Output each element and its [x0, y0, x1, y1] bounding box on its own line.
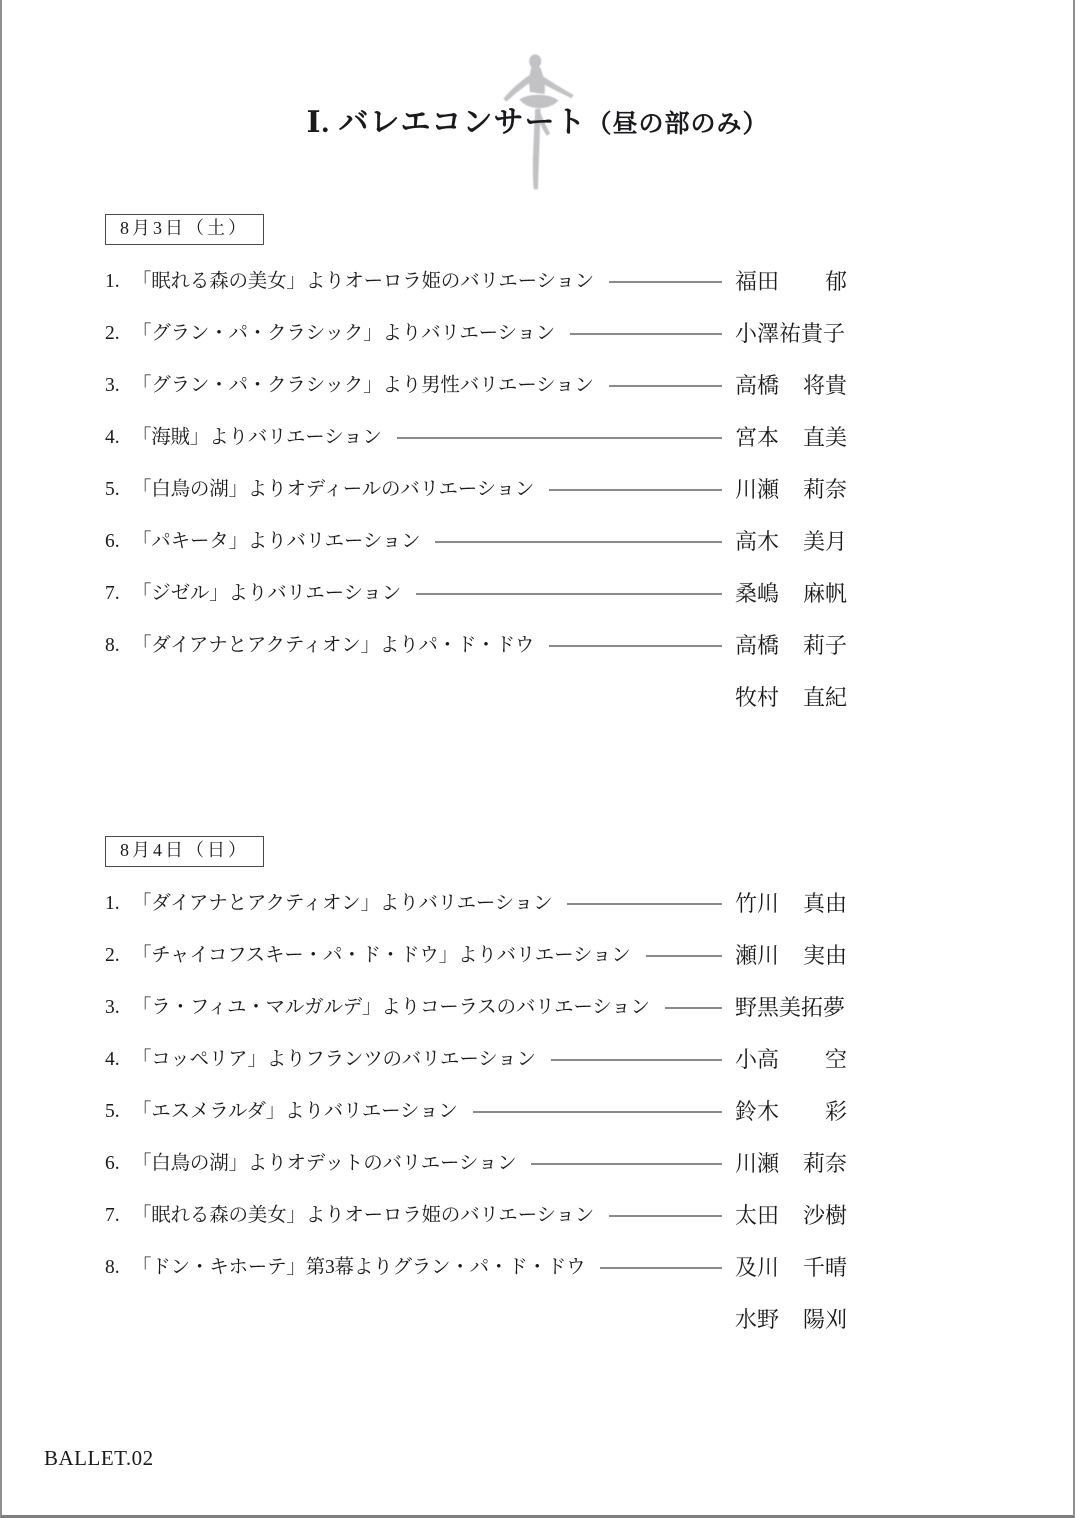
program-item-row — [105, 1047, 847, 1099]
program-item-row — [105, 581, 847, 633]
performer-name — [735, 685, 847, 710]
item-piece-title: 「眠れる森の美女」よりオーロラ姫のバリエーション — [132, 1205, 595, 1226]
leader-line — [551, 1059, 722, 1061]
item-piece-title: 「コッペリア」よりフランツのバリエーション — [132, 1049, 536, 1070]
performer-family-name: 瀬川 — [735, 943, 780, 968]
item-piece-title: 「エスメラルダ」よりバリエーション — [132, 1101, 458, 1122]
performer-given-name: 実由 — [802, 943, 847, 968]
performer-given-name: 空 — [824, 1047, 847, 1072]
performer-family-name: 川瀬 — [735, 1151, 780, 1176]
program-item-row — [105, 425, 847, 477]
performer-name — [735, 633, 847, 658]
performer-name — [735, 321, 847, 346]
performer-name — [735, 995, 847, 1020]
program-item-row — [105, 269, 847, 321]
program-item-row — [105, 995, 847, 1047]
performer-name — [735, 477, 847, 502]
item-number: 1. — [105, 271, 120, 292]
item-piece-title: 「白鳥の湖」よりオデットのバリエーション — [132, 1153, 517, 1174]
performer-given-name: 沙樹 — [802, 1203, 847, 1228]
leader-line — [646, 955, 723, 957]
page-title — [2, 97, 1073, 141]
program-item-row — [105, 321, 847, 373]
item-number: 2. — [105, 945, 120, 966]
performer-family-name: 高木 — [735, 529, 780, 554]
performer-given-name: 直紀 — [802, 685, 847, 710]
extra-performer-row — [105, 685, 847, 737]
item-piece-title: 「ダイアナとアクティオン」よりバリエーション — [132, 893, 553, 914]
program-item-row — [105, 1099, 847, 1151]
section-date-box: 8月4日（日） — [105, 836, 264, 867]
page-title-paren: （昼の部のみ） — [586, 111, 769, 138]
extra-performer-row — [105, 1307, 847, 1359]
leader-line-hidden — [147, 1319, 722, 1321]
item-piece-title: 「ドン・キホーテ」第3幕よりグラン・パ・ド・ドウ — [132, 1257, 586, 1278]
leader-line — [600, 1267, 722, 1269]
item-number: 7. — [105, 1205, 120, 1226]
leader-line — [416, 593, 722, 595]
page-footer: BALLET.02 — [44, 1446, 154, 1470]
performer-family-name: 水野 — [735, 1307, 780, 1332]
performer-given-name: 美月 — [802, 529, 847, 554]
performer-given-name: 直美 — [802, 425, 847, 450]
item-number: 8. — [105, 1257, 120, 1278]
program-section — [105, 214, 847, 737]
leader-line — [609, 385, 722, 387]
leader-line — [397, 437, 722, 439]
leader-line — [570, 333, 722, 335]
page-title-main: Ⅰ. バレエコンサート — [306, 106, 587, 139]
item-number: 4. — [105, 1049, 120, 1070]
performer-family-name: 高橋 — [735, 633, 780, 658]
performer-family-name: 小澤祐貴子 — [735, 321, 846, 346]
performer-given-name: 莉奈 — [802, 477, 847, 502]
program-section — [105, 836, 847, 1359]
performer-name — [735, 373, 847, 398]
leader-line — [609, 281, 722, 283]
performer-family-name: 宮本 — [735, 425, 780, 450]
sections — [105, 214, 847, 1359]
program-item-row — [105, 943, 847, 995]
performer-name — [735, 581, 847, 606]
performer-family-name: 桑嶋 — [735, 581, 780, 606]
item-piece-title: 「眠れる森の美女」よりオーロラ姫のバリエーション — [132, 271, 595, 292]
performer-family-name: 川瀬 — [735, 477, 780, 502]
performer-family-name: 高橋 — [735, 373, 780, 398]
leader-line — [665, 1007, 722, 1009]
performer-name — [735, 1203, 847, 1228]
performer-given-name: 彩 — [824, 1099, 847, 1124]
performer-name — [735, 891, 847, 916]
item-number: 3. — [105, 375, 120, 396]
leader-line — [567, 903, 722, 905]
item-number: 2. — [105, 323, 120, 344]
performer-given-name: 莉奈 — [802, 1151, 847, 1176]
item-piece-title: 「グラン・パ・クラシック」より男性バリエーション — [132, 375, 594, 396]
item-piece-title: 「ジゼル」よりバリエーション — [132, 583, 402, 604]
leader-line-hidden — [147, 697, 722, 699]
item-number: 6. — [105, 531, 120, 552]
performer-name — [735, 425, 847, 450]
item-number: 5. — [105, 479, 120, 500]
performer-name — [735, 1255, 847, 1280]
performer-given-name: 真由 — [802, 891, 847, 916]
program-item-row — [105, 891, 847, 943]
performer-family-name: 野黒美拓夢 — [735, 995, 846, 1020]
performer-given-name: 郁 — [824, 269, 847, 294]
program-item-row — [105, 1203, 847, 1255]
leader-line — [609, 1215, 722, 1217]
program-item-row — [105, 373, 847, 425]
performer-given-name: 麻帆 — [802, 581, 847, 606]
item-piece-title: 「白鳥の湖」よりオディールのバリエーション — [132, 479, 535, 500]
section-date-box: 8月3日（土） — [105, 214, 264, 245]
performer-family-name: 福田 — [735, 269, 780, 294]
section-items — [105, 269, 847, 737]
performer-name — [735, 943, 847, 968]
item-number: 5. — [105, 1101, 120, 1122]
item-number: 8. — [105, 635, 120, 656]
item-piece-title: 「ダイアナとアクティオン」よりパ・ド・ドウ — [132, 635, 535, 656]
performer-name — [735, 269, 847, 294]
performer-given-name: 千晴 — [802, 1255, 847, 1280]
item-piece-title: 「パキータ」よりバリエーション — [132, 531, 421, 552]
item-number: 1. — [105, 893, 120, 914]
performer-family-name: 小高 — [735, 1047, 780, 1072]
program-item-row — [105, 1151, 847, 1203]
program-item-row — [105, 633, 847, 685]
item-number: 6. — [105, 1153, 120, 1174]
leader-line — [435, 541, 722, 543]
item-number: 4. — [105, 427, 120, 448]
program-item-row — [105, 529, 847, 581]
leader-line — [473, 1111, 722, 1113]
performer-name — [735, 1151, 847, 1176]
item-number: 7. — [105, 583, 120, 604]
performer-name — [735, 1307, 847, 1332]
performer-given-name: 莉子 — [802, 633, 847, 658]
performer-family-name: 牧村 — [735, 685, 780, 710]
performer-family-name: 鈴木 — [735, 1099, 780, 1124]
item-piece-title: 「グラン・パ・クラシック」よりバリエーション — [132, 323, 556, 344]
performer-name — [735, 529, 847, 554]
leader-line — [549, 645, 722, 647]
performer-given-name: 将貴 — [802, 373, 847, 398]
performer-name — [735, 1099, 847, 1124]
item-piece-title: 「ラ・フィユ・マルガルデ」よりコーラスのバリエーション — [132, 997, 650, 1018]
performer-name — [735, 1047, 847, 1072]
leader-line — [549, 489, 722, 491]
title-area — [2, 0, 1073, 210]
program-item-row — [105, 477, 847, 529]
leader-line — [531, 1163, 722, 1165]
item-number: 3. — [105, 997, 120, 1018]
performer-given-name: 陽刈 — [802, 1307, 847, 1332]
performer-family-name: 及川 — [735, 1255, 780, 1280]
program-item-row — [105, 1255, 847, 1307]
section-items — [105, 891, 847, 1359]
item-piece-title: 「海賊」よりバリエーション — [132, 427, 382, 448]
item-piece-title: 「チャイコフスキー・パ・ド・ドウ」よりバリエーション — [132, 945, 631, 966]
performer-family-name: 竹川 — [735, 891, 780, 916]
performer-family-name: 太田 — [735, 1203, 780, 1228]
